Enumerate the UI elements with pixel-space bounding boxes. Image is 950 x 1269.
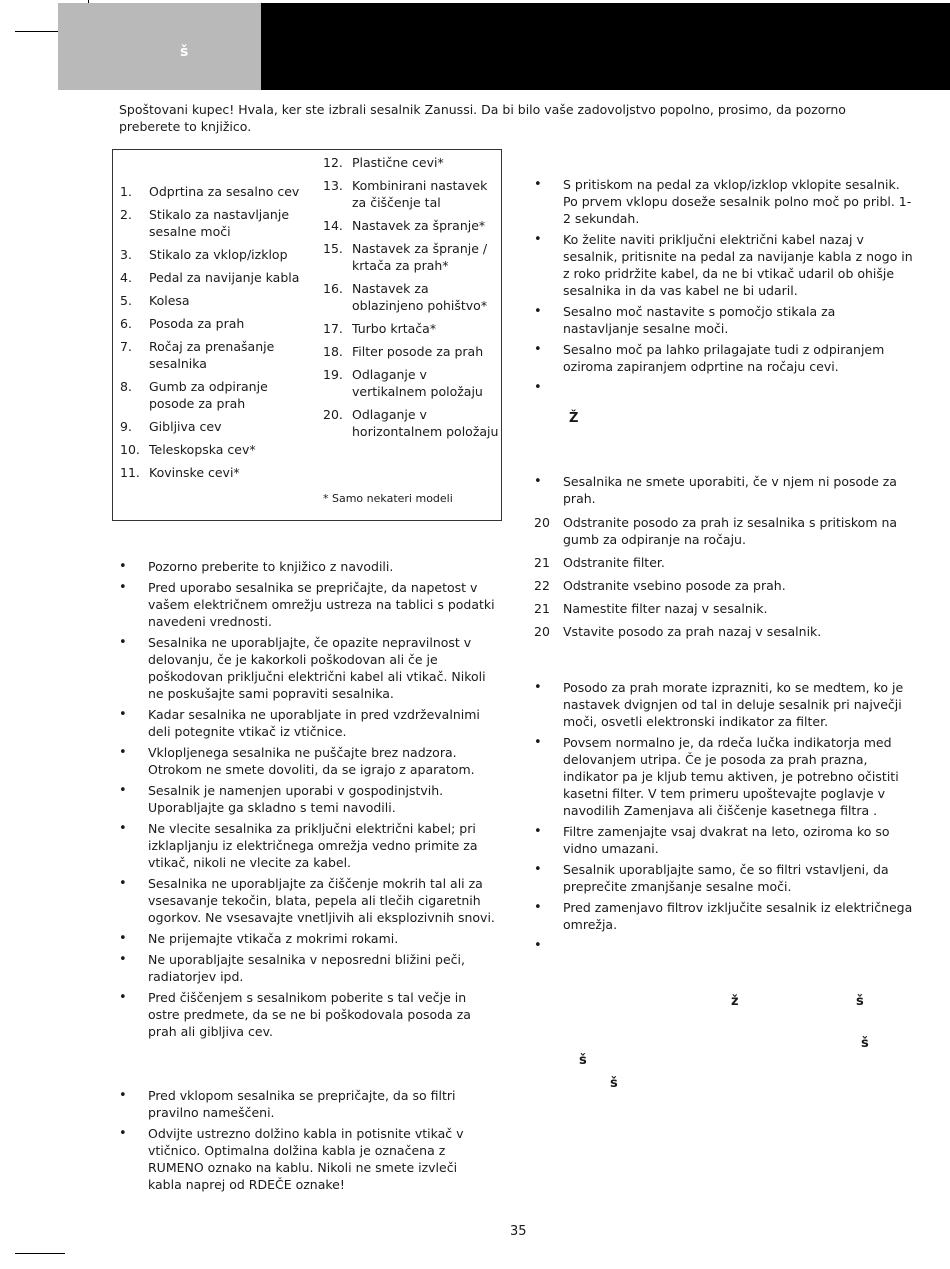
emptying-step [534,623,914,640]
part-label: Filter posode za prah [352,344,484,359]
glyph-s: š [861,1036,869,1051]
part-label: Odlaganje v horizontalnem položaju [352,407,499,439]
part-item [323,154,501,171]
safety-item: • Kadar sesalnika ne uporabljate in pred vzdrževalnimi deli potegnite vtikač iz vtičnice. [119,706,499,740]
glyph-z: ž [731,994,739,1009]
part-number: 10. [120,442,140,457]
part-item [120,315,300,332]
safety-item: • Sesalnika ne uporabljajte za čiščenje mokrih tal ali za vsesavanje tekočin, blata, pepela ali tlečih cigaretnih ogorkov. Ne vsesavajte vnetljivih ali eksplozivnih snovi. [119,875,499,926]
filters-item: • Sesalnik uporabljajte samo, če so filtri vstavljeni, da preprečite zmanjšanje sesalne moči. [534,861,914,895]
part-number: 14. [323,218,343,233]
safety-item: • Pred čiščenjem s sesalnikom poberite s tal večje in ostre predmete, da se ne bi poškodovala posoda za prah ali gibljiva cev. [119,989,499,1040]
part-number: 9. [120,419,132,434]
part-number: 2. [120,207,132,222]
safety-item: • Pred uporabo sesalnika se prepričajte, da napetost v vašem električnem omrežju ustreza na tablici s podatki navedeni vrednosti. [119,579,499,630]
part-number: 17. [323,321,343,336]
operation-item: • Sesalno moč nastavite s pomočjo stikala za nastavljanje sesalne moči. [534,303,914,337]
part-number: 8. [120,379,132,394]
part-number: 11. [120,465,140,480]
part-item [120,441,300,458]
step-number: 21 [534,555,550,570]
part-label: Ročaj za prenašanje sesalnika [149,339,275,371]
step-number: 21 [534,601,550,616]
safety-item: • Sesalnik je namenjen uporabi v gospodinjstvih. Uporabljajte ga skladno s temi navodili. [119,782,499,816]
part-label: Turbo krtača* [352,321,437,336]
parts-list-box [112,149,502,521]
safety-item: • Vklopljenega sesalnika ne puščajte brez nadzora. Otrokom ne smete dovoliti, da se igrajo z aparatom. [119,744,499,778]
part-label: Gibljiva cev [149,419,222,434]
part-label: Kombinirani nastavek za čiščenje tal [352,178,488,210]
step-text: Odstranite vsebino posode za prah. [563,578,786,593]
part-item [323,320,501,337]
filters-item: • Filtre zamenjajte vsaj dvakrat na leto, oziroma ko so vidno umazani. [534,823,914,857]
parts-footnote: * Samo nekateri modeli [323,492,453,505]
emptying-warning-list [534,473,914,511]
part-label: Stikalo za vklop/izklop [149,247,288,262]
safety-item: • Pozorno preberite to knjižico z navodili. [119,558,499,575]
part-number: 19. [323,367,343,382]
part-label: Nastavek za oblazinjeno pohištvo* [352,281,488,313]
part-item [323,217,501,234]
safety-item: • Ne vlecite sesalnika za priključni električni kabel; pri izklapljanju iz električnega omrežja vedno primite za vtikač, nikoli ne vlecite za kabel. [119,820,499,871]
filters-list [534,679,914,958]
crop-mark-top [15,31,58,32]
part-label: Nastavek za špranje / krtača za prah* [352,241,488,273]
part-label: Kovinske cevi* [149,465,240,480]
header-black-block [261,3,950,90]
part-item [323,406,501,440]
filters-item [534,937,914,954]
emptying-steps [534,514,914,646]
glyph-s: š [579,1053,587,1068]
operation-item: • Ko želite naviti priključni električni kabel nazaj v sesalnik, pritisnite na pedal za navijanje kabla z nogo in z roko pridržite kabel, da ne bi vtikač udaril ob ohišje sesalnika in da vas kabel ne bi udaril. [534,231,914,299]
safety-item: • Sesalnika ne uporabljajte, če opazite nepravilnost v delovanju, če je kakorkoli poškodovan ali če je poškodovan priključni električni kabel ali vtikač. Nikoli ne poskušajte sami popraviti sesalnika. [119,634,499,702]
step-number: 22 [534,578,550,593]
part-item [120,418,300,435]
part-number: 12. [323,155,343,170]
step-text: Namestite filter nazaj v sesalnik. [563,601,768,616]
part-number: 20. [323,407,343,422]
part-label: Nastavek za špranje* [352,218,486,233]
safety-list [119,558,499,1044]
part-label: Plastične cevi* [352,155,444,170]
part-label: Kolesa [149,293,190,308]
operation-item: • S pritiskom na pedal za vklop/izklop vklopite sesalnik. Po prvem vklopu doseže sesalnik polno moč po pribl. 1-2 sekundah. [534,176,914,227]
step-number: 20 [534,624,550,639]
part-item [120,246,300,263]
glyph-s: š [610,1076,618,1091]
part-number: 13. [323,178,343,193]
part-label: Odlaganje v vertikalnem položaju [352,367,483,399]
part-item [323,280,501,314]
part-label: Teleskopska cev* [149,442,256,457]
filters-item: • Povsem normalno je, da rdeča lučka indikatorja med delovanjem utripa. Če je posoda za prah prazna, indikator pa je kljub temu aktiven, je potrebno očistiti kasetni filter. V tem primeru upoštevajte poglavje v navodilih Zamenjava ali čiščenje kasetnega filtra . [534,734,914,819]
part-item [120,292,300,309]
part-item [120,269,300,286]
header-grey-block [58,3,261,90]
part-number: 6. [120,316,132,331]
part-label: Posoda za prah [149,316,245,331]
part-label: Odprtina za sesalno cev [149,184,300,199]
operation-item [534,379,914,396]
emptying-step [534,514,914,548]
heading-glyph: Ž [569,411,579,426]
safety-item: • Ne prijemajte vtikača z mokrimi rokami. [119,930,499,947]
page-number: 35 [510,1224,527,1239]
part-label: Gumb za odpiranje posode za prah [149,379,268,411]
part-number: 18. [323,344,343,359]
filters-item: • Posodo za prah morate izprazniti, ko se medtem, ko je nastavek dvignjen od tal in deluje sesalnik pri največji moči, osvetli elektronski indikator za filter. [534,679,914,730]
emptying-warning: • Sesalnika ne smete uporabiti, če v njem ni posode za prah. [534,473,914,507]
parts-list-right [323,154,501,446]
part-label: Stikalo za nastavljanje sesalne moči [149,207,290,239]
part-item [120,206,300,240]
part-item [120,464,300,481]
part-item [323,366,501,400]
operation-list [534,176,914,400]
part-label: Pedal za navijanje kabla [149,270,300,285]
part-item [120,183,300,200]
before-use-list [119,1087,469,1197]
emptying-step [534,554,914,571]
safety-item: • Ne uporabljajte sesalnika v neposredni bližini peči, radiatorjev ipd. [119,951,499,985]
intro-text: Spoštovani kupec! Hvala, ker ste izbrali sesalnik Zanussi. Da bi bilo vaše zadovoljstvo popolno, prosimo, da pozorno preberete to knjižico. [119,102,846,134]
part-number: 7. [120,339,132,354]
before-use-item: • Pred vklopom sesalnika se prepričajte, da so filtri pravilno nameščeni. [119,1087,469,1121]
part-number: 4. [120,270,132,285]
part-item [323,343,501,360]
glyph-s: š [856,994,864,1009]
step-text: Odstranite posodo za prah iz sesalnika s pritiskom na gumb za odpiranje na ročaju. [563,515,898,547]
operation-item: • Sesalno moč pa lahko prilagajate tudi z odpiranjem oziroma zapiranjem odprtine na ročaju cevi. [534,341,914,375]
step-number: 20 [534,515,550,530]
part-item [120,338,300,372]
header-letter: š [180,44,189,60]
before-use-item: • Odvijte ustrezno dolžino kabla in potisnite vtikač v vtičnico. Optimalna dolžina kabla je označena z RUMENO oznako na kablu. Nikoli ne smete izvleči kabla naprej od RDEČE oznake! [119,1125,469,1193]
emptying-step [534,577,914,594]
parts-list-left [120,183,300,487]
emptying-step [534,600,914,617]
part-item [323,240,501,274]
part-number: 15. [323,241,343,256]
part-number: 1. [120,184,132,199]
part-number: 3. [120,247,132,262]
crop-mark-bottom [15,1253,65,1254]
step-text: Vstavite posodo za prah nazaj v sesalnik. [563,624,822,639]
part-number: 5. [120,293,132,308]
filters-item: • Pred zamenjavo filtrov izključite sesalnik iz električnega omrežja. [534,899,914,933]
part-number: 16. [323,281,343,296]
step-text: Odstranite filter. [563,555,665,570]
part-item [120,378,300,412]
part-item [323,177,501,211]
